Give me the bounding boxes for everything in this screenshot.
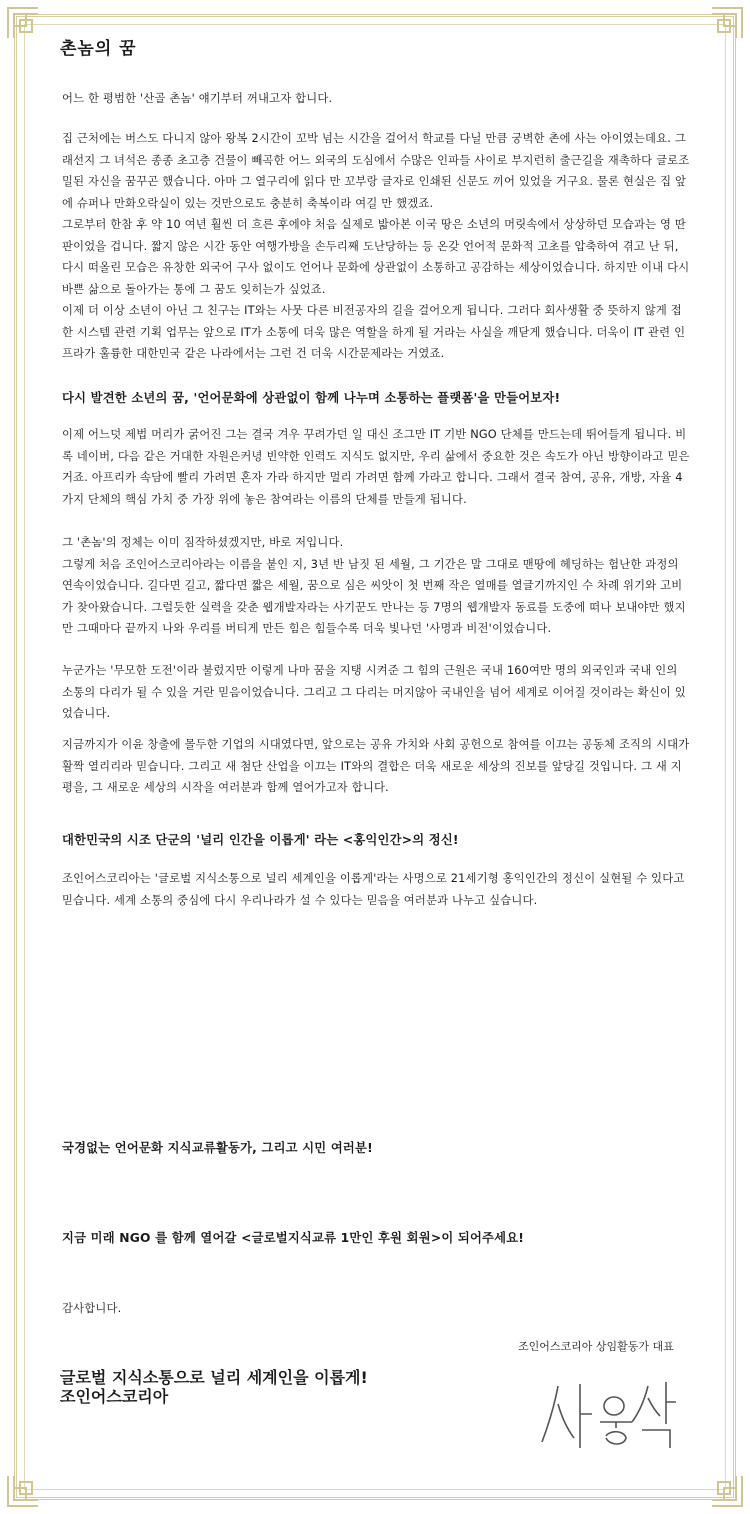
paragraph-hongik: 대한민국의 시조 단군의 '널리 인간을 이롭게' 라는 <홍익인간>의 정신! — [62, 833, 459, 847]
paragraph-dream-rediscovered: 다시 발견한 소년의 꿈, '언어문화에 상관없이 함께 나누며 소통하는 플랫폼'을 만들어보자! — [62, 391, 561, 405]
corner-ornament-icon — [710, 1474, 744, 1508]
letter-title: 촌놈의 꿈 — [60, 39, 137, 59]
slogan-line-2: 조인어스코리아 — [60, 1387, 169, 1406]
paragraph-it-career: 이제 더 이상 소년이 아닌 그 친구는 IT와는 사뭇 다른 비전공자의 길을 걸어오게 됩니다. 그러다 회사생활 중 뜻하지 않게 접한 시스템 관련 기획 업무는 앞으로 IT가 소통에 더욱 많은 역할을 하게 될 거라는 사실을 깨닫게 했습니다. 더욱이 IT 관련 인프라가 훌륭한 대한민국 같은 나라에서는 그런 건 더욱 시간문제라는 거였죠. — [62, 304, 686, 360]
paragraph-belief: 누군가는 '무모한 도전'이라 불렀지만 이렇게 나마 꿈을 지탱 시켜준 그 힘의 근원은 국내 160여만 명의 외국인과 국내 인의 소통의 다리가 될 수 있을 거란 믿음이었습니다. 그리고 그 다리는 머지않아 국내인을 넘어 세계로 이어질 것이라는 확신이 있었습니다. — [62, 664, 686, 720]
slogan — [60, 1368, 368, 1406]
corner-ornament-icon — [6, 1474, 40, 1508]
handwritten-signature — [540, 1378, 690, 1454]
corner-ornament-icon — [6, 6, 40, 40]
paragraph-childhood: 집 근처에는 버스도 다니지 않아 왕복 2시간이 꼬박 넘는 시간을 걸어서 학교를 다닐 만큼 궁벽한 촌에 사는 아이였는데요. 그래선지 그 녀석은 종종 초고층 건물이 빼곡한 어느 외국의 도심에서 수많은 인파들 사이로 부지런히 출근길을 재촉하다 글로조밀된 자신을 꿈꾸곤 했습니다. 아마 그 열구리에 읽다 만 꼬부랑 글자로 인쇄된 신문도 끼어 있었을 거구요. 물론 현실은 집 앞에 슈퍼나 만화오락실이 있는 것만으로도 충분히 축복이라 여길 만 했겠죠. — [62, 132, 690, 210]
corner-ornament-icon — [710, 6, 744, 40]
signer-title: 조인어스코리아 상임활동가 대표 — [518, 1340, 674, 1353]
paragraph-mission: 조인어스코리아는 '글로벌 지식소통으로 널리 세계인을 이롭게'라는 사명으로 21세기형 홍익인간의 정신이 실현될 수 있다고 믿습니다. 세계 소통의 중심에 다시 우리나라가 설 수 있다는 믿음을 여러분과 나누고 싶습니다. — [62, 872, 685, 907]
slogan-line-1: 글로벌 지식소통으로 널리 세계인을 이롭게! — [60, 1368, 368, 1387]
paragraph-identity: 그 '촌놈'의 정체는 이미 짐작하셨겠지만, 바로 저입니다. 그렇게 처음 조인어스코리아라는 이름을 붙인 지, 3년 반 남짓 된 세월, 그 기간은 말 그대로 맨땅에 헤딩하는 험난한 과정의 연속이었습니다. 길다면 길고, 짧다면 짧은 세월, 꿈으로 심은 씨앗이 첫 번째 작은 열매를 열글기까지인 수 차례 위기와 고비가 찾아왔습니다. 그럴듯한 실력을 갖춘 웹개발자라는 사기꾼도 만나는 등 7명의 웹개발자 동료를 도중에 떠나 보내야만 했지만 그때마다 끝까지 나와 우리를 버티게 만든 힘은 힘들수록 더욱 빛나던 '사명과 비전'이었습니다. — [62, 536, 686, 635]
paragraph-address: 국경없는 언어문화 지식교류활동가, 그리고 시민 여러분! — [62, 1141, 373, 1155]
paragraph-abroad: 그로부터 한참 후 약 10 여년 훨씬 더 흐른 후에야 처음 실제로 밟아본 이국 땅은 소년의 머릿속에서 상상하던 모습과는 영 딴판이었을 겁니다. 짧지 않은 시간 동안 여행가방을 손두리째 도난당하는 등 온갖 언어적 문화적 고초를 압축하여 겪고 난 뒤, 다시 떠올린 모습은 유창한 외국어 구사 없이도 언어나 문화에 상관없이 소통하고 공감하는 세상이었습니다. 하지만 이내 다시 바쁜 삶으로 돌아가는 통에 그 꿈도 잊히는가 싶었죠. — [62, 218, 690, 296]
paragraph-ngo-founding: 이제 어느덧 제법 머리가 굵어진 그는 결국 겨우 꾸려가던 일 대신 조그만 IT 기반 NGO 단체를 만드는데 뛰어들게 됩니다. 비록 네이버, 다음 같은 거대한 자원은커녕 빈약한 인력도 지식도 없지만, 우리 삶에서 중요한 것은 속도가 아닌 방향이라고 믿은 거죠. 아프리카 속담에 빨리 가려면 혼자 가라 하지만 멀리 가려면 함께 가라고 합니다. 그래서 결국 참여, 공유, 개방, 자율 4가지 단체의 핵심 가치 중 가장 위에 놓은 참여라는 이름의 단체를 만들게 됩니다. — [62, 428, 690, 506]
paragraph-thanks: 감사합니다. — [62, 1302, 122, 1315]
paragraph-intro: 어느 한 평범한 '산골 촌놈' 얘기부터 꺼내고자 합니다. — [62, 92, 333, 105]
paragraph-future: 지금까지가 이윤 창출에 몰두한 기업의 시대였다면, 앞으로는 공유 가치와 사회 공헌으로 참여를 이끄는 공동체 조직의 시대가 활짝 열리리라 믿습니다. 그리고 새 첨단 산업을 이끄는 IT와의 결합은 더욱 새로운 세상의 진보를 앞당길 것입니다. 그 새 지평을, 그 새로운 세상의 시작을 여러분과 함께 열어가고자 합니다. — [62, 738, 690, 794]
paragraph-call-to-action: 지금 미래 NGO 를 함께 열어갈 <글로벌지식교류 1만인 후원 회원>이 되어주세요! — [62, 1231, 525, 1245]
